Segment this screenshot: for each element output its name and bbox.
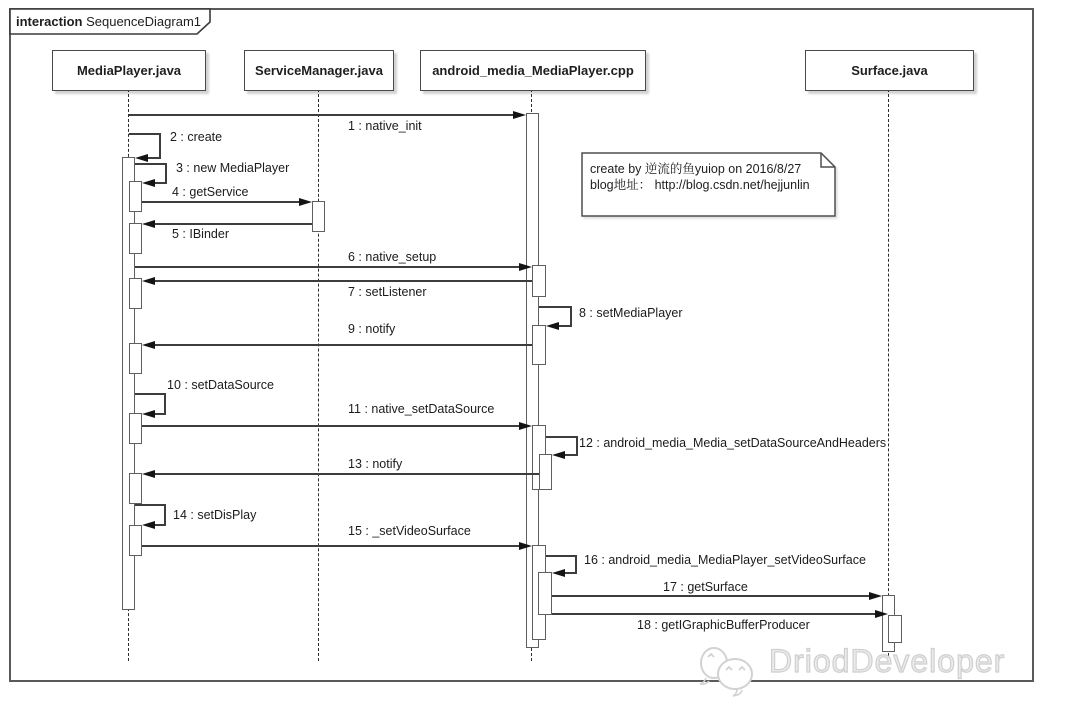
activation-bar bbox=[532, 325, 546, 365]
message-line bbox=[135, 393, 164, 395]
message-line bbox=[142, 425, 521, 427]
activation-bar bbox=[129, 181, 142, 212]
message-line bbox=[165, 163, 167, 184]
lifeline-surface-java bbox=[888, 89, 889, 661]
message-line bbox=[558, 325, 570, 327]
participant-head-mediaplayer-java bbox=[52, 50, 206, 91]
message-line bbox=[539, 306, 570, 308]
message-line bbox=[142, 545, 521, 547]
chat-bubbles-face-logo-icon bbox=[697, 641, 763, 697]
activation-bar bbox=[312, 201, 325, 232]
arrowhead-icon bbox=[519, 542, 532, 550]
arrowhead-icon bbox=[552, 569, 565, 577]
arrowhead-icon bbox=[135, 154, 148, 162]
participant-head-android-media-mediaplayer-cpp bbox=[420, 50, 646, 91]
activation-bar bbox=[129, 525, 142, 556]
message-line bbox=[164, 504, 166, 526]
arrowhead-icon bbox=[142, 410, 155, 418]
message-line bbox=[142, 201, 301, 203]
frame-keyword: interaction bbox=[16, 14, 83, 29]
message-line bbox=[147, 157, 159, 159]
message-label-7: 7 : setListener bbox=[348, 285, 427, 299]
message-label-18: 18 : getIGraphicBufferProducer bbox=[637, 618, 810, 632]
message-line bbox=[153, 280, 532, 282]
message-line bbox=[154, 182, 165, 184]
note-line-1: create by 逆流的鱼yuiop on 2016/8/27 bbox=[590, 162, 802, 176]
participant-label: android_media_MediaPlayer.cpp bbox=[432, 63, 634, 78]
message-line bbox=[153, 344, 532, 346]
arrowhead-icon bbox=[142, 277, 155, 285]
message-label-16: 16 : android_media_MediaPlayer_setVideoSurface bbox=[584, 553, 866, 567]
frame-title bbox=[16, 14, 201, 29]
arrowhead-icon bbox=[519, 422, 532, 430]
arrowhead-icon bbox=[519, 263, 532, 271]
message-label-1: 1 : native_init bbox=[348, 119, 422, 133]
message-label-4: 4 : getService bbox=[172, 185, 249, 199]
message-line bbox=[575, 555, 577, 574]
participant-label: ServiceManager.java bbox=[255, 63, 383, 78]
message-line bbox=[153, 473, 539, 475]
message-label-11: 11 : native_setDataSource bbox=[348, 402, 495, 416]
frame-name: SequenceDiagram1 bbox=[86, 14, 201, 29]
arrowhead-icon bbox=[142, 470, 155, 478]
activation-bar bbox=[129, 223, 142, 254]
activation-bar bbox=[129, 343, 142, 374]
activation-bar bbox=[532, 265, 546, 297]
note-line-2: blog地址： http://blog.csdn.net/hejjunlin bbox=[590, 178, 810, 192]
arrowhead-icon bbox=[142, 341, 155, 349]
arrowhead-icon bbox=[552, 451, 565, 459]
message-line bbox=[159, 133, 161, 159]
activation-bar bbox=[129, 413, 142, 444]
message-line bbox=[546, 555, 575, 557]
message-line bbox=[154, 413, 164, 415]
participant-head-servicemanager-java bbox=[244, 50, 394, 91]
message-label-9: 9 : notify bbox=[348, 322, 396, 336]
message-line bbox=[564, 454, 576, 456]
message-line bbox=[129, 114, 515, 116]
message-label-13: 13 : notify bbox=[348, 457, 403, 471]
arrowhead-icon bbox=[142, 521, 155, 529]
arrowhead-icon bbox=[869, 592, 882, 600]
arrowhead-icon bbox=[299, 198, 312, 206]
arrowhead-icon bbox=[513, 111, 526, 119]
message-line bbox=[135, 266, 521, 268]
message-line bbox=[552, 613, 877, 615]
arrowhead-icon bbox=[142, 179, 155, 187]
participant-head-surface-java bbox=[805, 50, 974, 91]
activation-bar bbox=[888, 615, 902, 643]
lifeline-servicemanager-java bbox=[318, 89, 319, 661]
message-line bbox=[564, 572, 575, 574]
message-label-15: 15 : _setVideoSurface bbox=[348, 524, 471, 538]
arrowhead-icon bbox=[546, 322, 559, 330]
message-label-10: 10 : setDataSource bbox=[167, 378, 275, 392]
comment-note bbox=[581, 152, 837, 218]
watermark-text: DriodDeveloper bbox=[769, 643, 1006, 679]
message-label-6: 6 : native_setup bbox=[348, 250, 437, 264]
activation-bar bbox=[129, 473, 142, 504]
activation-bar bbox=[539, 454, 552, 490]
message-label-12: 12 : android_media_Media_setDataSourceAndHeaders bbox=[579, 436, 887, 450]
message-line bbox=[135, 163, 165, 165]
message-line bbox=[576, 436, 578, 456]
message-line bbox=[570, 306, 572, 327]
participant-label: Surface.java bbox=[851, 63, 928, 78]
watermark bbox=[697, 641, 1005, 697]
activation-bar bbox=[129, 278, 142, 309]
arrowhead-icon bbox=[875, 610, 888, 618]
message-label-3: 3 : new MediaPlayer bbox=[176, 161, 290, 175]
message-label-8: 8 : setMediaPlayer bbox=[579, 306, 683, 320]
message-label-2: 2 : create bbox=[170, 130, 223, 144]
message-line bbox=[135, 504, 164, 506]
message-line bbox=[153, 223, 312, 225]
arrowhead-icon bbox=[142, 220, 155, 228]
message-line bbox=[546, 436, 576, 438]
message-line bbox=[129, 133, 159, 135]
message-label-14: 14 : setDisPlay bbox=[173, 508, 257, 522]
message-line bbox=[552, 595, 871, 597]
activation-bar bbox=[538, 572, 552, 615]
message-label-5: 5 : IBinder bbox=[172, 227, 229, 241]
message-line bbox=[154, 524, 164, 526]
participant-label: MediaPlayer.java bbox=[76, 63, 182, 78]
frame-title-pentagon bbox=[9, 8, 213, 36]
message-line bbox=[164, 393, 166, 415]
message-label-17: 17 : getSurface bbox=[663, 580, 748, 594]
